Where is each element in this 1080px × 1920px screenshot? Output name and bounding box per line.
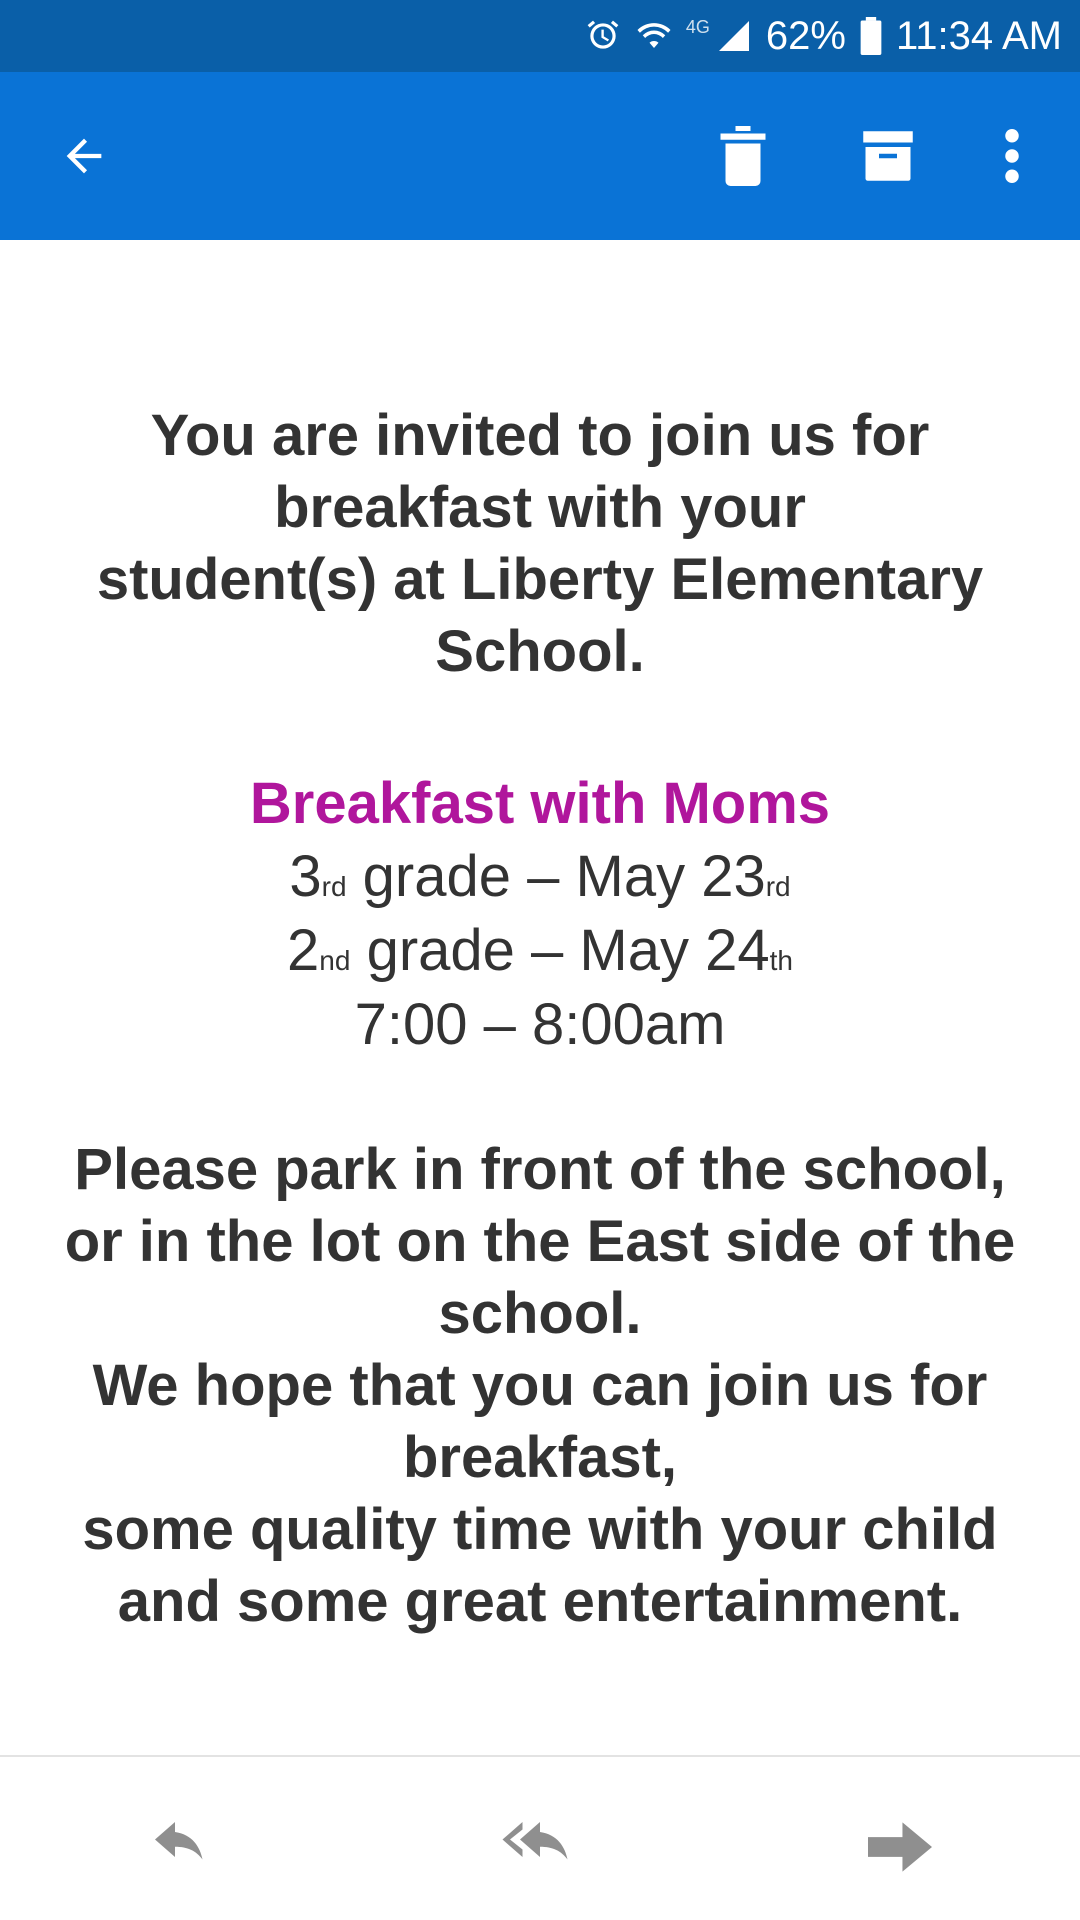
reply-icon xyxy=(150,1822,210,1872)
forward-icon xyxy=(868,1822,932,1872)
network-type: 4G xyxy=(685,16,710,37)
more-vert-icon xyxy=(1002,129,1022,183)
archive-icon xyxy=(861,128,915,184)
bottom-action-bar xyxy=(0,1757,1080,1920)
grade-line-2nd: 2nd grade – May 24th xyxy=(287,918,793,983)
reply-all-icon xyxy=(502,1822,578,1872)
parking-text: Please park in front of the school, or in the lot on the East side of the school. xyxy=(64,1137,1016,1346)
intro-text: You are invited to join us for breakfast with your student(s) at Liberty Elementary School. xyxy=(96,403,984,684)
forward-button[interactable] xyxy=(850,1807,950,1887)
app-bar xyxy=(0,72,1080,240)
status-bar xyxy=(0,0,1080,72)
email-body xyxy=(40,400,1040,1638)
wifi-icon xyxy=(636,18,672,54)
signal-icon xyxy=(716,18,752,54)
back-arrow-icon xyxy=(58,130,110,182)
alarm-icon xyxy=(584,17,622,55)
more-options-button[interactable] xyxy=(972,116,1052,196)
trash-icon xyxy=(717,126,769,186)
grade-line-3rd: 3rd grade – May 23rd xyxy=(289,844,791,909)
archive-button[interactable] xyxy=(848,116,928,196)
closing-text: We hope that you can join us for breakfast, some quality time with your child and some great entertainment. xyxy=(82,1353,998,1634)
reply-button[interactable] xyxy=(130,1807,230,1887)
battery-icon xyxy=(860,17,882,55)
event-time: 7:00 – 8:00am xyxy=(354,992,726,1057)
reply-all-button[interactable] xyxy=(490,1807,590,1887)
delete-button[interactable] xyxy=(703,116,783,196)
back-button[interactable] xyxy=(44,116,124,196)
clock: 11:34 AM xyxy=(895,13,1062,58)
event-title: Breakfast with Moms xyxy=(249,771,831,836)
battery-percent: 62% xyxy=(765,13,846,58)
